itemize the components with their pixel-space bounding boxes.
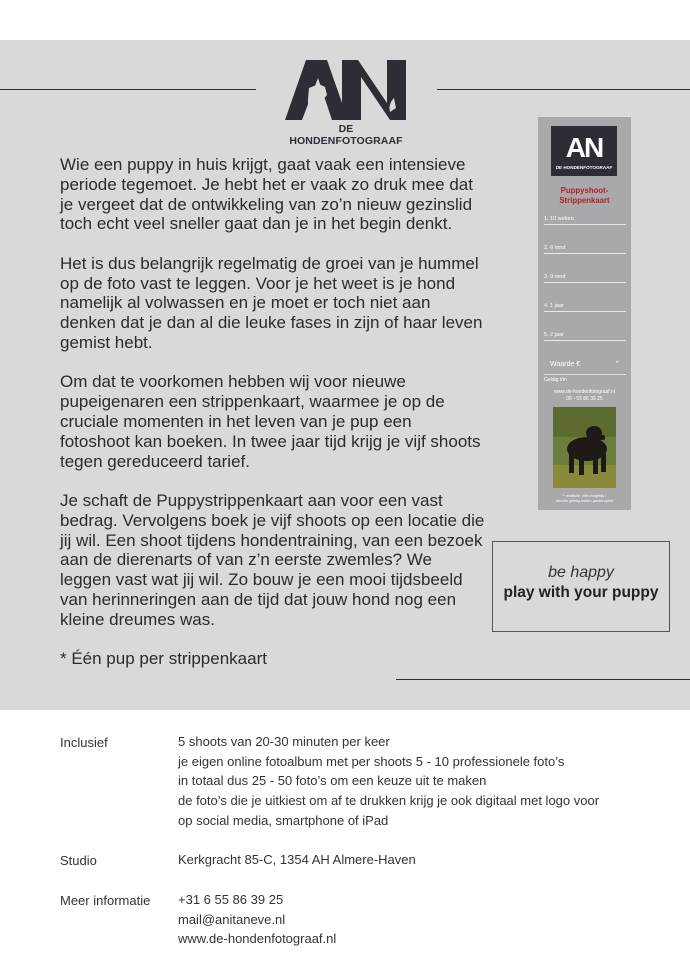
- card-row-label: 3. 9 mnd: [544, 274, 566, 280]
- card-row: [544, 303, 626, 309]
- card-row: [544, 332, 626, 338]
- card-row: [544, 245, 626, 251]
- card-logo-letters: AN: [565, 132, 603, 163]
- inclusief-item: je eigen online fotoalbum met per shoots 5 - 10 professionele foto’s: [178, 753, 565, 769]
- card-footnote-line: * restitutie niet mogelijk /: [562, 493, 607, 498]
- card-footnote: [540, 493, 629, 503]
- contact-list: [178, 890, 336, 949]
- card-url: www.de-hondenfotograaf.nl: [554, 389, 615, 395]
- inclusief-list: [178, 732, 599, 831]
- card-waarde: Waarde €: [550, 361, 581, 368]
- card-row-label: 4. 1 jaar: [544, 303, 564, 309]
- card-row-label: 1. 10 weken: [544, 216, 574, 222]
- card-footnote-line: slechts geldig indien gestempeld: [555, 498, 614, 503]
- card-title-line: Puppyshoot-: [560, 186, 609, 195]
- tagline-line-2: play with your puppy: [503, 584, 659, 601]
- card-title-line: Strippenkaart: [559, 196, 610, 205]
- paragraph: Wie een puppy in huis krijgt, gaat vaak een intensieve periode tegemoet. Je hebt het er vaak zo druk mee dat je vergeet dat de ontwikkeling van zo’n nieuw gezinslid toch echt veel sneller gaat dan je in het begin denkt.: [60, 155, 473, 234]
- divider-top-right: [437, 89, 690, 90]
- phone-number: +31 6 55 86 39 25: [178, 892, 284, 907]
- website-url: www.de-hondenfotograaf.nl: [178, 931, 337, 947]
- inclusief-item: op social media, smartphone of iPad: [178, 812, 389, 828]
- card-phone: 06 - 55 86 39 25: [566, 396, 603, 402]
- paragraph: Je schaft de Puppystrippenkaart aan voor een vast bedrag. Vervolgens boek je vijf shoots op een locatie die jij wil. Een shoot tijdens hondentraining, van een bezoek aan de dierenarts of van z’n eerste zwemles? We leggen vast wat jij wil. Zo bouw je een mooi tijdsbeeld van herinneringen aan de tijd dat jouw hond nog een kleine dreumes was.: [60, 490, 485, 629]
- inclusief-item: de foto’s die je uitkiest om af te drukken krijg je ook digitaal met logo voor: [178, 793, 600, 809]
- footnote: * Één pup per strippenkaart: [60, 649, 267, 669]
- email-address: mail@anitaneve.nl: [178, 911, 286, 927]
- inclusief-item: in totaal dus 25 - 50 foto’s om een keuze uit te maken: [178, 773, 487, 789]
- logo-tagline: DE HONDENFOTOGRAAF: [289, 123, 403, 147]
- card-row: [544, 274, 626, 280]
- card-logo-tagline: DE HONDENFOTOGRAAF: [555, 165, 613, 170]
- inclusief-item: 5 shoots van 20-30 minuten per keer: [178, 734, 390, 749]
- studio-label: Studio: [60, 853, 97, 868]
- card-geldig: Geldig t/m: [544, 377, 567, 383]
- strippenkaart-card: [538, 117, 631, 510]
- card-divider: [544, 374, 626, 375]
- inclusief-label: Inclusief: [60, 735, 108, 750]
- divider-top-left: [0, 89, 256, 90]
- card-asterisk: *: [616, 361, 619, 367]
- body-text: [60, 155, 485, 689]
- card-row: [544, 216, 626, 222]
- paragraph: Om dat te voorkomen hebben wij voor nieuwe pupeigenaren een strippenkaart, waarmee je op de cruciale momenten in het leven van je pup een fotoshoot kan boeken. In twee jaar tijd krijg je vijf shoots tegen gereduceerd tarief.: [60, 372, 481, 471]
- studio-address: Kerkgracht 85-C, 1354 AH Almere-Haven: [178, 852, 416, 867]
- card-row-label: 5. 2 jaar: [544, 332, 564, 338]
- card-row-label: 2. 6 mnd: [544, 245, 566, 251]
- tagline-line-1: be happy: [548, 564, 614, 581]
- card-logo: [551, 126, 617, 176]
- paragraph: Het is dus belangrijk regelmatig de groei van je hummel op de foto vast te leggen. Voor je het weet is je hond namelijk al volwassen en je moet er toch niet aan denken dat je dan al die leuke fases in zijn of haar leven gemist hebt.: [60, 253, 483, 352]
- tagline-box: [492, 541, 670, 632]
- meer-info-label: Meer informatie: [60, 893, 151, 908]
- dog-photo: [553, 407, 616, 488]
- card-title: [538, 186, 631, 206]
